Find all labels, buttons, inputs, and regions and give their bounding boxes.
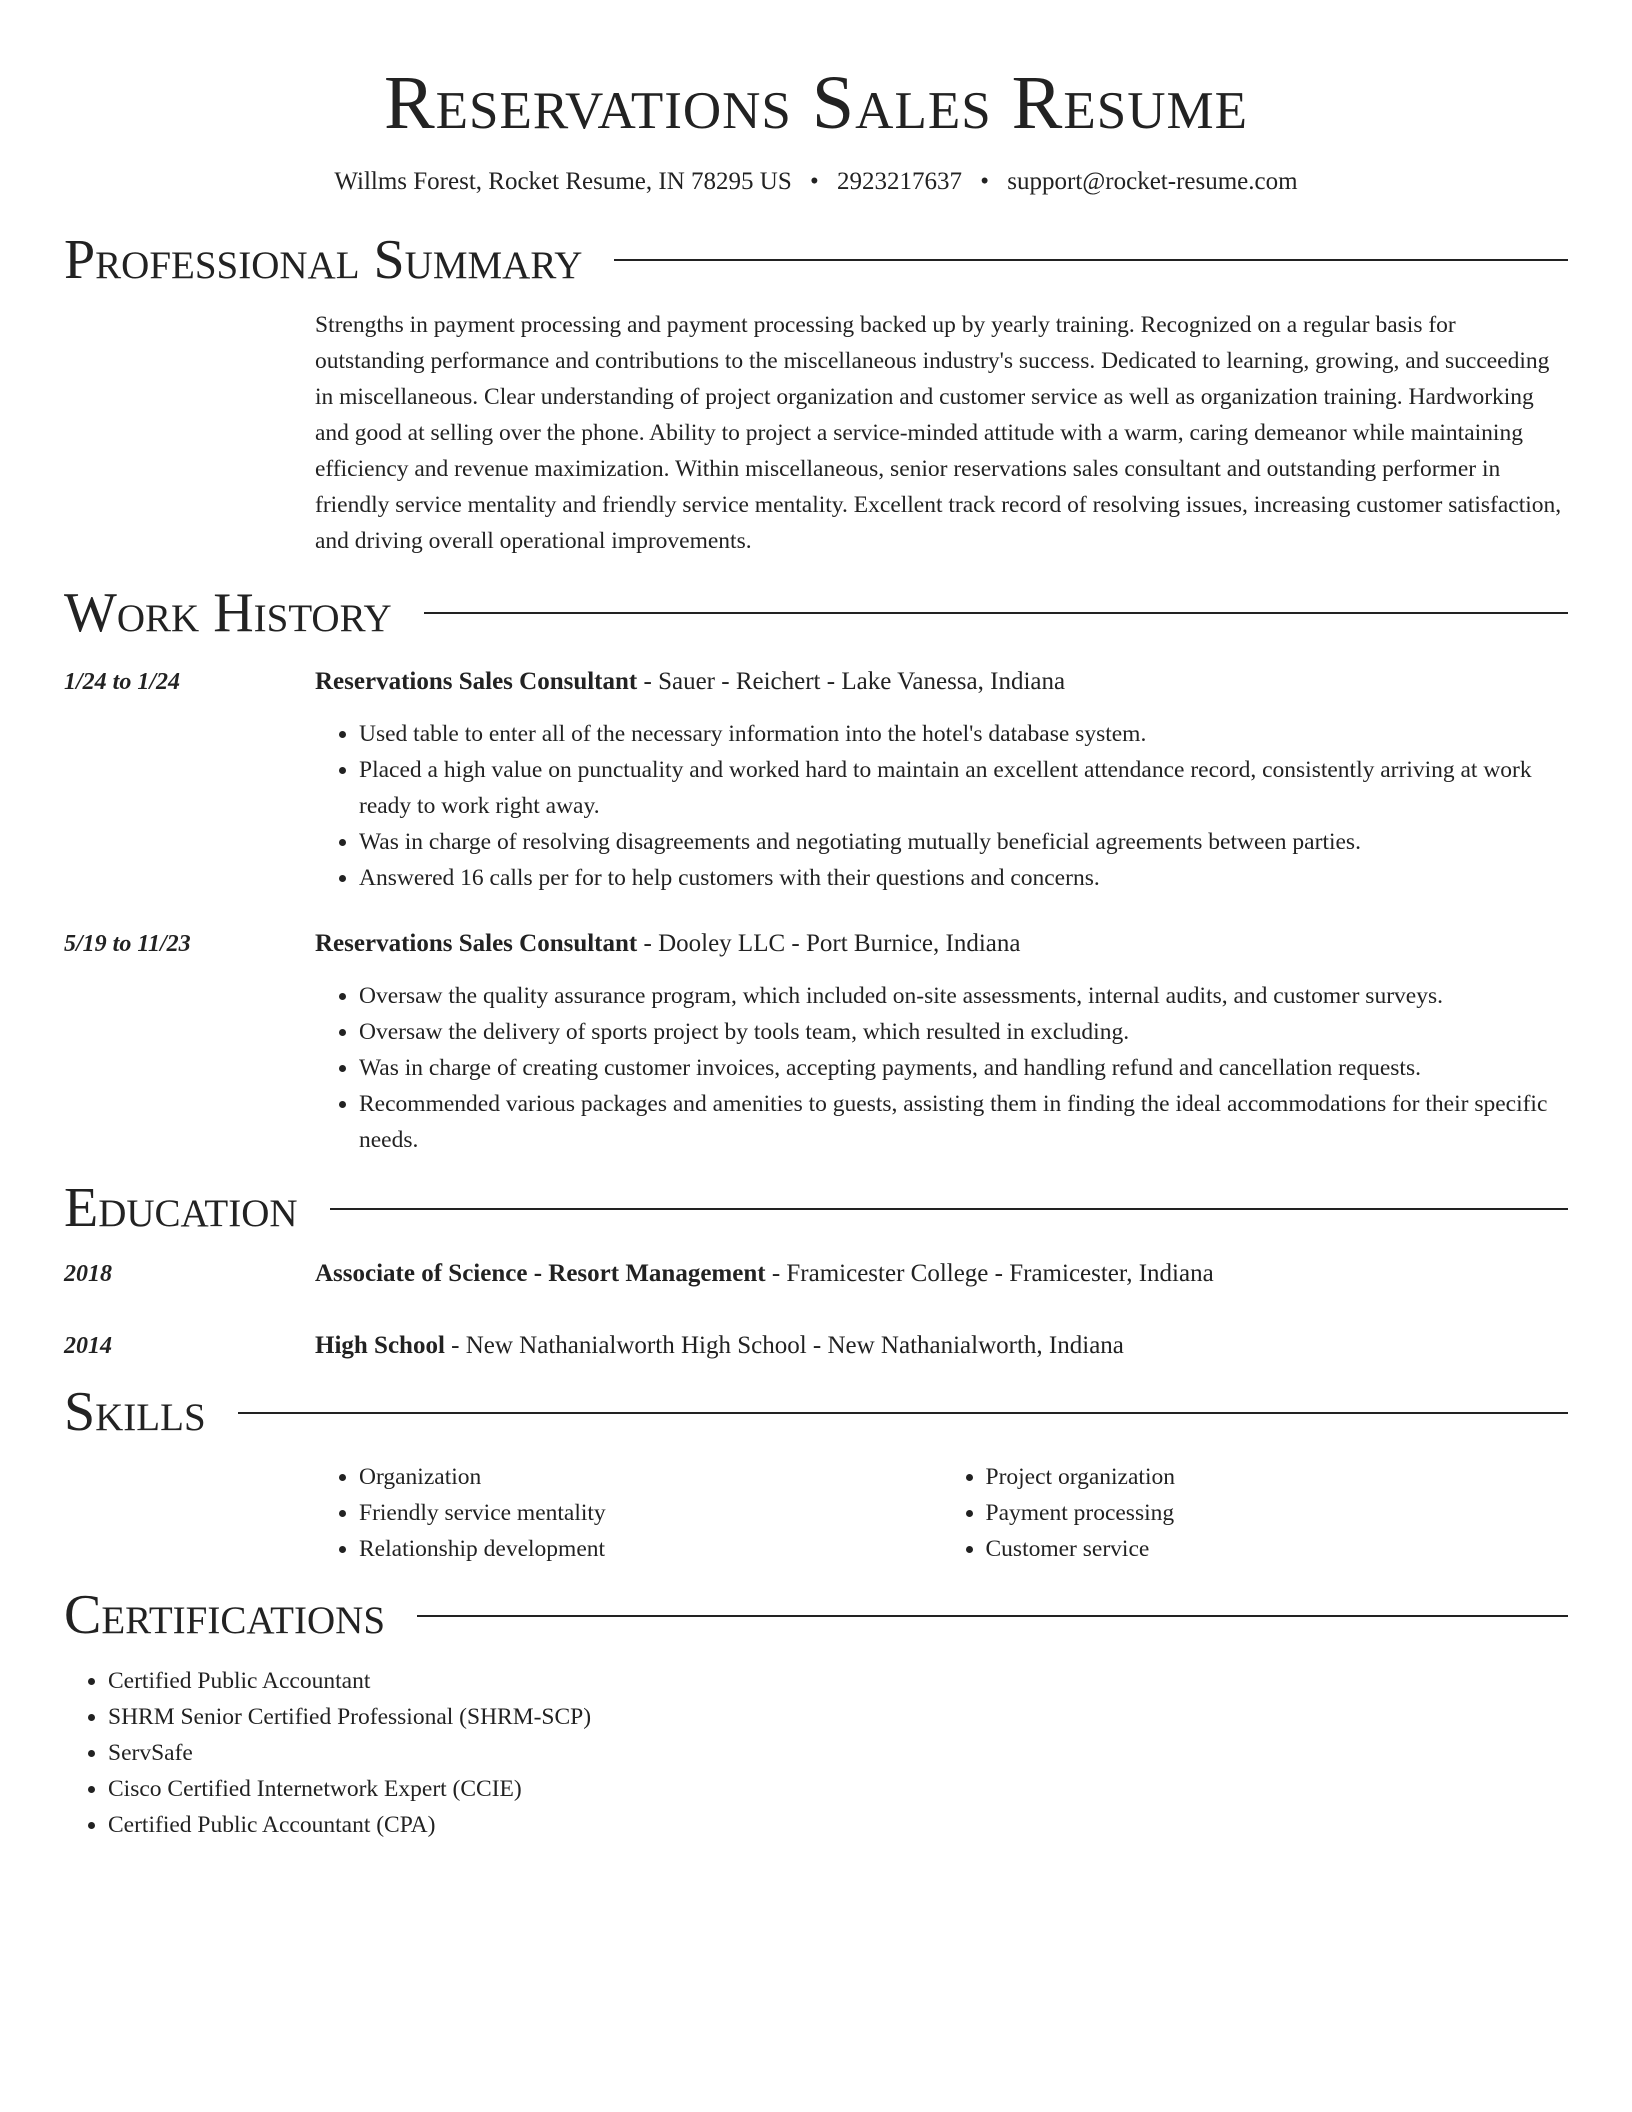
education-title-line <box>315 1328 1568 1364</box>
section-divider <box>417 1615 1568 1617</box>
job-title: Reservations Sales Consultant <box>315 668 638 696</box>
list-item: • Organization <box>359 1459 942 1495</box>
education-date: 2018 <box>64 1260 112 1287</box>
education-degree: Associate of Science - Resort Management <box>315 1259 766 1287</box>
list-item: • Answered 16 calls per for to help customers with their questions and concerns. <box>359 860 1568 896</box>
job-entry <box>64 926 1568 1158</box>
certifications-heading: Certifications <box>64 1584 386 1647</box>
education-section-header <box>64 1178 1568 1240</box>
education-details: - Framicester College - Framicester, Indiana <box>765 1259 1214 1287</box>
contact-separator: • <box>980 167 990 195</box>
skills-column-left <box>315 1459 942 1567</box>
job-details: - Sauer - Reichert - Lake Vanessa, Indiana <box>637 668 1066 696</box>
section-divider <box>238 1412 1568 1414</box>
education-entry <box>64 1328 1568 1364</box>
list-item: • Friendly service mentality <box>359 1495 942 1531</box>
skills-list <box>315 1459 1568 1567</box>
list-item: • Used table to enter all of the necessary information into the hotel's database system. <box>359 716 1568 752</box>
work-section-header <box>64 583 1568 645</box>
list-item: • Oversaw the quality assurance program, which included on-site assessments, internal audits, and customer surveys. <box>359 978 1568 1014</box>
list-item: • Placed a high value on punctuality and worked hard to maintain an excellent attendance record, consistently arriving at work ready to work right away. <box>359 752 1568 824</box>
resume-title: Reservations Sales Resume <box>383 61 1248 145</box>
job-date: 1/24 to 1/24 <box>64 669 181 696</box>
education-degree: High School <box>315 1331 445 1359</box>
list-item: • Customer service <box>986 1531 1569 1567</box>
list-item: • Project organization <box>986 1459 1569 1495</box>
section-divider <box>614 259 1568 261</box>
job-entry <box>64 664 1568 896</box>
education-title-line <box>315 1256 1568 1292</box>
contact-separator: • <box>809 167 819 195</box>
contact-email: support@rocket-resume.com <box>1007 167 1298 195</box>
contact-line <box>64 168 1568 196</box>
list-item: • Oversaw the delivery of sports project by tools team, which resulted in excluding. <box>359 1014 1568 1050</box>
job-bullets <box>315 978 1568 1158</box>
skills-heading: Skills <box>64 1380 206 1443</box>
job-title-line <box>315 926 1568 962</box>
summary-heading: Professional Summary <box>64 228 583 291</box>
list-item: • ServSafe <box>108 1735 1568 1771</box>
education-entry <box>64 1256 1568 1292</box>
list-item: • Was in charge of creating customer invoices, accepting payments, and handling refund and cancellation requests. <box>359 1050 1568 1086</box>
education-details: - New Nathanialworth High School - New Nathanialworth, Indiana <box>444 1331 1124 1359</box>
contact-phone: 2923217637 <box>837 167 962 195</box>
job-title-line <box>315 664 1568 700</box>
job-bullets <box>315 716 1568 896</box>
summary-text: Strengths in payment processing and payment processing backed up by yearly training. Recognized on a regular basis for outstanding performance and contributions to the miscellaneous industry's success. Dedicated to learning, growing, and succeeding in miscellaneous. Clear understanding of project organization and customer service as well as organization training. Hardworking and good at selling over the phone. Ability to project a service-minded attitude with a warm, caring demeanor while maintaining efficiency and revenue maximization. Within miscellaneous, senior reservations sales consultant and outstanding performer in friendly service mentality and friendly service mentality. Excellent track record of resolving issues, increasing customer satisfaction, and driving overall operational improvements. <box>315 312 1562 555</box>
education-date: 2014 <box>64 1332 112 1359</box>
section-divider <box>330 1208 1568 1210</box>
contact-address: Willms Forest, Rocket Resume, IN 78295 US <box>334 167 792 195</box>
list-item: • Relationship development <box>359 1531 942 1567</box>
section-divider <box>424 612 1568 614</box>
list-item: • Recommended various packages and amenities to guests, assisting them in finding the ideal accommodations for their specific needs. <box>359 1086 1568 1158</box>
job-details: - Dooley LLC - Port Burnice, Indiana <box>637 930 1021 958</box>
job-date: 5/19 to 11/23 <box>64 931 191 958</box>
work-heading: Work History <box>64 581 392 644</box>
certifications-section-header <box>64 1585 1568 1647</box>
list-item: • Was in charge of resolving disagreements and negotiating mutually beneficial agreements between parties. <box>359 824 1568 860</box>
skills-section-header <box>64 1382 1568 1444</box>
list-item: • Certified Public Accountant (CPA) <box>108 1807 1568 1843</box>
list-item: • Certified Public Accountant <box>108 1663 1568 1699</box>
list-item: • Payment processing <box>986 1495 1569 1531</box>
list-item: • Cisco Certified Internetwork Expert (CCIE) <box>108 1771 1568 1807</box>
certifications-list <box>64 1663 1568 1843</box>
job-title: Reservations Sales Consultant <box>315 930 638 958</box>
summary-section-header <box>64 230 1568 292</box>
skills-column-right <box>942 1459 1569 1567</box>
list-item: • SHRM Senior Certified Professional (SHRM-SCP) <box>108 1699 1568 1735</box>
education-heading: Education <box>64 1177 298 1240</box>
